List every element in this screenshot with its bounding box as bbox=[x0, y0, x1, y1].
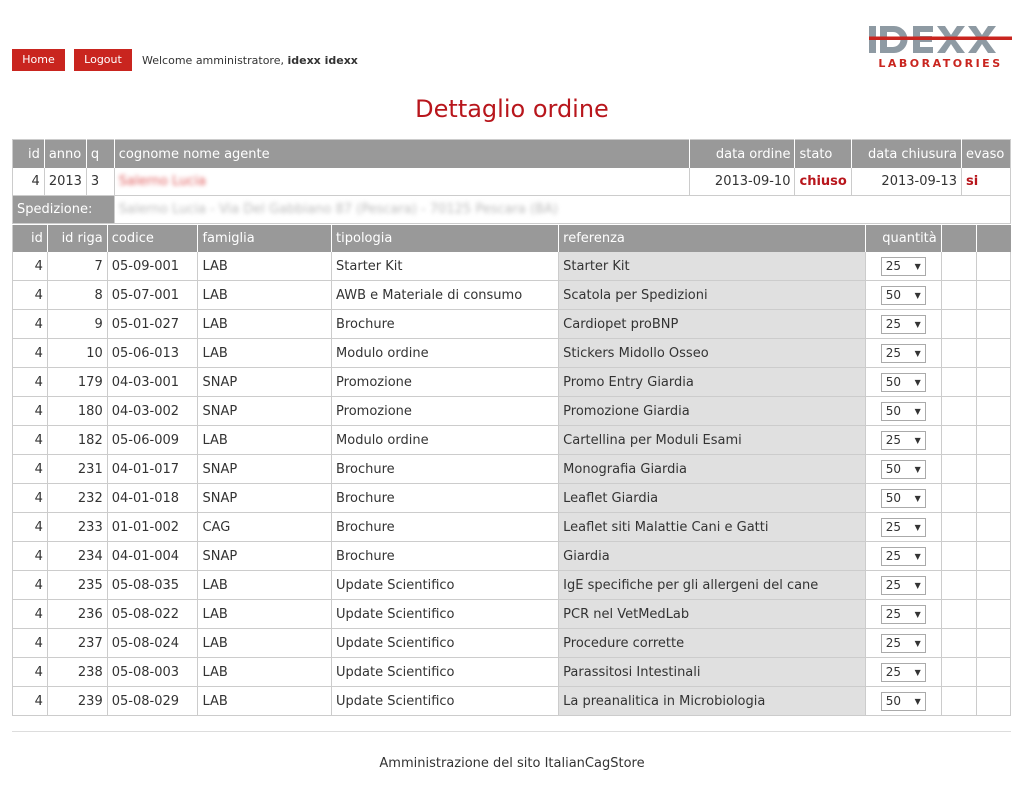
quantity-value: 25 bbox=[885, 665, 902, 679]
logo-mark-icon bbox=[869, 25, 1012, 55]
item-extra-1 bbox=[941, 571, 976, 600]
item-famiglia: LAB bbox=[198, 310, 332, 339]
quantity-select[interactable] bbox=[881, 692, 926, 711]
order-id: 4 bbox=[13, 168, 45, 196]
item-riga: 182 bbox=[47, 426, 107, 455]
order-items-table bbox=[12, 225, 1011, 716]
item-tipologia: Brochure bbox=[332, 513, 559, 542]
chevron-down-icon: ▼ bbox=[914, 609, 921, 619]
spedizione-value bbox=[114, 196, 1010, 224]
item-quantita-cell bbox=[865, 658, 941, 687]
item-referenza: Stickers Midollo Osseo bbox=[559, 339, 866, 368]
idexx-logo bbox=[869, 25, 1012, 71]
item-riga: 234 bbox=[47, 542, 107, 571]
col-evaso: evaso bbox=[961, 140, 1010, 169]
item-quantita-cell bbox=[865, 571, 941, 600]
chevron-down-icon: ▼ bbox=[914, 667, 921, 677]
item-codice: 04-01-017 bbox=[107, 455, 198, 484]
item-referenza: Monografia Giardia bbox=[559, 455, 866, 484]
chevron-down-icon: ▼ bbox=[914, 522, 921, 532]
item-codice: 05-08-029 bbox=[107, 687, 198, 716]
item-tipologia: Update Scientifico bbox=[332, 571, 559, 600]
item-id: 4 bbox=[13, 658, 48, 687]
quantity-select[interactable] bbox=[881, 373, 926, 392]
item-famiglia: SNAP bbox=[198, 397, 332, 426]
item-quantita-cell bbox=[865, 484, 941, 513]
item-extra-2 bbox=[976, 339, 1010, 368]
item-referenza: Promo Entry Giardia bbox=[559, 368, 866, 397]
quantity-select[interactable] bbox=[881, 315, 926, 334]
item-codice: 05-08-035 bbox=[107, 571, 198, 600]
table-row bbox=[13, 542, 1011, 571]
item-extra-1 bbox=[941, 484, 976, 513]
item-referenza: Starter Kit bbox=[559, 252, 866, 281]
col-codice: codice bbox=[107, 225, 198, 252]
col-data-chiusura: data chiusura bbox=[851, 140, 961, 169]
spedizione-row bbox=[13, 196, 1011, 224]
quantity-select[interactable] bbox=[881, 460, 926, 479]
quantity-select[interactable] bbox=[881, 431, 926, 450]
item-extra-2 bbox=[976, 542, 1010, 571]
col-q: q bbox=[86, 140, 114, 169]
item-id: 4 bbox=[13, 310, 48, 339]
item-extra-1 bbox=[941, 339, 976, 368]
order-header-table bbox=[12, 139, 1011, 224]
item-referenza: PCR nel VetMedLab bbox=[559, 600, 866, 629]
item-extra-2 bbox=[976, 484, 1010, 513]
item-id: 4 bbox=[13, 600, 48, 629]
table-row bbox=[13, 397, 1011, 426]
order-q: 3 bbox=[86, 168, 114, 196]
order-agente bbox=[114, 168, 689, 196]
quantity-select[interactable] bbox=[881, 286, 926, 305]
item-riga: 7 bbox=[47, 252, 107, 281]
quantity-value: 50 bbox=[885, 404, 902, 418]
item-riga: 179 bbox=[47, 368, 107, 397]
agent-name-blurred: Salerno Lucia bbox=[118, 174, 207, 189]
chevron-down-icon: ▼ bbox=[914, 580, 921, 590]
item-codice: 01-01-002 bbox=[107, 513, 198, 542]
item-riga: 239 bbox=[47, 687, 107, 716]
item-riga: 233 bbox=[47, 513, 107, 542]
item-famiglia: LAB bbox=[198, 281, 332, 310]
quantity-value: 50 bbox=[885, 375, 902, 389]
quantity-value: 25 bbox=[885, 433, 902, 447]
item-quantita-cell bbox=[865, 281, 941, 310]
item-tipologia: Update Scientifico bbox=[332, 600, 559, 629]
item-extra-2 bbox=[976, 513, 1010, 542]
quantity-select[interactable] bbox=[881, 257, 926, 276]
quantity-select[interactable] bbox=[881, 402, 926, 421]
col-tipologia: tipologia bbox=[332, 225, 559, 252]
item-referenza: Procedure corrette bbox=[559, 629, 866, 658]
spedizione-label: Spedizione: bbox=[13, 196, 115, 224]
table-row bbox=[13, 252, 1011, 281]
item-codice: 05-06-009 bbox=[107, 426, 198, 455]
item-extra-1 bbox=[941, 542, 976, 571]
quantity-value: 25 bbox=[885, 636, 902, 650]
item-extra-2 bbox=[976, 368, 1010, 397]
chevron-down-icon: ▼ bbox=[914, 493, 921, 503]
item-riga: 237 bbox=[47, 629, 107, 658]
item-famiglia: LAB bbox=[198, 571, 332, 600]
item-codice: 05-01-027 bbox=[107, 310, 198, 339]
item-quantita-cell bbox=[865, 513, 941, 542]
item-extra-2 bbox=[976, 687, 1010, 716]
item-extra-2 bbox=[976, 629, 1010, 658]
quantity-select[interactable] bbox=[881, 576, 926, 595]
table-row bbox=[13, 571, 1011, 600]
item-referenza: IgE specifiche per gli allergeni del cane bbox=[559, 571, 866, 600]
item-codice: 05-06-013 bbox=[107, 339, 198, 368]
item-referenza: Cartellina per Moduli Esami bbox=[559, 426, 866, 455]
item-codice: 05-08-003 bbox=[107, 658, 198, 687]
order-data-chiusura: 2013-09-13 bbox=[851, 168, 961, 196]
item-id: 4 bbox=[13, 484, 48, 513]
item-referenza: Parassitosi Intestinali bbox=[559, 658, 866, 687]
item-referenza: Scatola per Spedizioni bbox=[559, 281, 866, 310]
item-famiglia: SNAP bbox=[198, 368, 332, 397]
item-referenza: Cardiopet proBNP bbox=[559, 310, 866, 339]
quantity-value: 25 bbox=[885, 520, 902, 534]
table-row bbox=[13, 455, 1011, 484]
item-extra-1 bbox=[941, 281, 976, 310]
quantity-select[interactable] bbox=[881, 634, 926, 653]
order-evaso: si bbox=[961, 168, 1010, 196]
item-extra-1 bbox=[941, 426, 976, 455]
item-tipologia: Update Scientifico bbox=[332, 658, 559, 687]
items-header-row bbox=[13, 225, 1011, 252]
table-row bbox=[13, 310, 1011, 339]
col-item-id: id bbox=[13, 225, 48, 252]
item-id: 4 bbox=[13, 426, 48, 455]
table-row bbox=[13, 513, 1011, 542]
col-agente: cognome nome agente bbox=[114, 140, 689, 169]
table-row bbox=[13, 368, 1011, 397]
item-quantita-cell bbox=[865, 629, 941, 658]
item-extra-1 bbox=[941, 687, 976, 716]
item-riga: 8 bbox=[47, 281, 107, 310]
item-quantita-cell bbox=[865, 339, 941, 368]
welcome-text: Welcome amministratore, idexx idexx bbox=[142, 53, 358, 67]
item-quantita-cell bbox=[865, 397, 941, 426]
item-riga: 9 bbox=[47, 310, 107, 339]
col-famiglia: famiglia bbox=[198, 225, 332, 252]
quantity-value: 50 bbox=[885, 288, 902, 302]
chevron-down-icon: ▼ bbox=[914, 551, 921, 561]
table-row bbox=[13, 281, 1011, 310]
item-extra-2 bbox=[976, 252, 1010, 281]
item-quantita-cell bbox=[865, 426, 941, 455]
item-extra-1 bbox=[941, 600, 976, 629]
logo-subtitle: LABORATORIES bbox=[878, 57, 1003, 70]
col-anno: anno bbox=[44, 140, 86, 169]
quantity-value: 25 bbox=[885, 607, 902, 621]
page-title: Dettaglio ordine bbox=[415, 95, 609, 123]
item-quantita-cell bbox=[865, 310, 941, 339]
item-extra-2 bbox=[976, 426, 1010, 455]
item-extra-2 bbox=[976, 600, 1010, 629]
item-id: 4 bbox=[13, 455, 48, 484]
quantity-value: 25 bbox=[885, 578, 902, 592]
shipping-address-blurred: Salerno Lucia - Via Del Gabbiano 87 (Pescara) - 70125 Pescara (BA) bbox=[118, 202, 558, 217]
item-tipologia: Update Scientifico bbox=[332, 629, 559, 658]
quantity-select[interactable] bbox=[881, 605, 926, 624]
item-quantita-cell bbox=[865, 600, 941, 629]
item-codice: 04-03-002 bbox=[107, 397, 198, 426]
item-famiglia: LAB bbox=[198, 339, 332, 368]
item-id: 4 bbox=[13, 281, 48, 310]
items-body bbox=[13, 252, 1011, 716]
chevron-down-icon: ▼ bbox=[914, 319, 921, 329]
item-famiglia: LAB bbox=[198, 658, 332, 687]
item-famiglia: LAB bbox=[198, 426, 332, 455]
item-quantita-cell bbox=[865, 252, 941, 281]
user-name: idexx idexx bbox=[287, 53, 358, 67]
item-referenza: Giardia bbox=[559, 542, 866, 571]
item-extra-2 bbox=[976, 455, 1010, 484]
chevron-down-icon: ▼ bbox=[914, 406, 921, 416]
item-id: 4 bbox=[13, 687, 48, 716]
item-id: 4 bbox=[13, 252, 48, 281]
quantity-select[interactable] bbox=[881, 344, 926, 363]
chevron-down-icon: ▼ bbox=[914, 696, 921, 706]
chevron-down-icon: ▼ bbox=[914, 261, 921, 271]
item-extra-2 bbox=[976, 571, 1010, 600]
item-famiglia: LAB bbox=[198, 629, 332, 658]
order-stato: chiuso bbox=[795, 168, 851, 196]
item-id: 4 bbox=[13, 397, 48, 426]
quantity-select[interactable] bbox=[881, 518, 926, 537]
item-id: 4 bbox=[13, 513, 48, 542]
item-id: 4 bbox=[13, 368, 48, 397]
table-row bbox=[13, 658, 1011, 687]
quantity-value: 25 bbox=[885, 549, 902, 563]
item-riga: 235 bbox=[47, 571, 107, 600]
col-stato: stato bbox=[795, 140, 851, 169]
item-tipologia: Brochure bbox=[332, 310, 559, 339]
item-riga: 238 bbox=[47, 658, 107, 687]
table-row bbox=[13, 687, 1011, 716]
item-codice: 05-08-024 bbox=[107, 629, 198, 658]
order-header-row bbox=[13, 140, 1011, 169]
item-tipologia: Promozione bbox=[332, 368, 559, 397]
item-codice: 05-09-001 bbox=[107, 252, 198, 281]
item-id: 4 bbox=[13, 542, 48, 571]
col-quantita: quantità bbox=[865, 225, 941, 252]
quantity-select[interactable] bbox=[881, 489, 926, 508]
logout-button[interactable]: Logout bbox=[74, 49, 132, 71]
item-quantita-cell bbox=[865, 542, 941, 571]
col-extra-2 bbox=[976, 225, 1010, 252]
item-riga: 231 bbox=[47, 455, 107, 484]
item-tipologia: Promozione bbox=[332, 397, 559, 426]
item-codice: 04-03-001 bbox=[107, 368, 198, 397]
item-famiglia: LAB bbox=[198, 600, 332, 629]
item-riga: 236 bbox=[47, 600, 107, 629]
item-codice: 04-01-004 bbox=[107, 542, 198, 571]
quantity-value: 25 bbox=[885, 259, 902, 273]
item-extra-2 bbox=[976, 658, 1010, 687]
chevron-down-icon: ▼ bbox=[914, 464, 921, 474]
col-referenza: referenza bbox=[559, 225, 866, 252]
top-nav bbox=[12, 49, 358, 71]
footer-divider bbox=[12, 731, 1011, 732]
chevron-down-icon: ▼ bbox=[914, 638, 921, 648]
table-row bbox=[13, 484, 1011, 513]
item-extra-1 bbox=[941, 629, 976, 658]
item-quantita-cell bbox=[865, 455, 941, 484]
item-id: 4 bbox=[13, 571, 48, 600]
col-extra-1 bbox=[941, 225, 976, 252]
item-id: 4 bbox=[13, 629, 48, 658]
item-extra-1 bbox=[941, 455, 976, 484]
item-famiglia: LAB bbox=[198, 687, 332, 716]
item-referenza: La preanalitica in Microbiologia bbox=[559, 687, 866, 716]
table-row bbox=[13, 600, 1011, 629]
quantity-value: 50 bbox=[885, 694, 902, 708]
item-tipologia: Modulo ordine bbox=[332, 426, 559, 455]
home-button[interactable]: Home bbox=[12, 49, 65, 71]
item-extra-2 bbox=[976, 281, 1010, 310]
table-row bbox=[13, 426, 1011, 455]
order-values-row bbox=[13, 168, 1011, 196]
item-famiglia: CAG bbox=[198, 513, 332, 542]
item-tipologia: Brochure bbox=[332, 542, 559, 571]
chevron-down-icon: ▼ bbox=[914, 290, 921, 300]
item-famiglia: SNAP bbox=[198, 484, 332, 513]
item-quantita-cell bbox=[865, 368, 941, 397]
item-extra-1 bbox=[941, 310, 976, 339]
item-tipologia: Brochure bbox=[332, 484, 559, 513]
footer-text: Amministrazione del sito ItalianCagStore bbox=[379, 756, 645, 771]
item-codice: 04-01-018 bbox=[107, 484, 198, 513]
quantity-select[interactable] bbox=[881, 663, 926, 682]
item-famiglia: SNAP bbox=[198, 542, 332, 571]
item-id: 4 bbox=[13, 339, 48, 368]
item-quantita-cell bbox=[865, 687, 941, 716]
quantity-select[interactable] bbox=[881, 547, 926, 566]
item-codice: 05-07-001 bbox=[107, 281, 198, 310]
item-tipologia: Brochure bbox=[332, 455, 559, 484]
item-extra-1 bbox=[941, 658, 976, 687]
item-codice: 05-08-022 bbox=[107, 600, 198, 629]
chevron-down-icon: ▼ bbox=[914, 348, 921, 358]
col-id-riga: id riga bbox=[47, 225, 107, 252]
item-tipologia: Starter Kit bbox=[332, 252, 559, 281]
quantity-value: 25 bbox=[885, 346, 902, 360]
item-extra-2 bbox=[976, 310, 1010, 339]
item-famiglia: LAB bbox=[198, 252, 332, 281]
chevron-down-icon: ▼ bbox=[914, 377, 921, 387]
item-referenza: Leaflet siti Malattie Cani e Gatti bbox=[559, 513, 866, 542]
item-famiglia: SNAP bbox=[198, 455, 332, 484]
item-extra-1 bbox=[941, 513, 976, 542]
item-tipologia: AWB e Materiale di consumo bbox=[332, 281, 559, 310]
table-row bbox=[13, 629, 1011, 658]
col-data-ordine: data ordine bbox=[689, 140, 795, 169]
item-referenza: Leaflet Giardia bbox=[559, 484, 866, 513]
item-riga: 180 bbox=[47, 397, 107, 426]
quantity-value: 25 bbox=[885, 317, 902, 331]
item-riga: 10 bbox=[47, 339, 107, 368]
col-id: id bbox=[13, 140, 45, 169]
item-riga: 232 bbox=[47, 484, 107, 513]
quantity-value: 50 bbox=[885, 462, 902, 476]
item-extra-1 bbox=[941, 368, 976, 397]
item-referenza: Promozione Giardia bbox=[559, 397, 866, 426]
item-tipologia: Update Scientifico bbox=[332, 687, 559, 716]
order-data-ordine: 2013-09-10 bbox=[689, 168, 795, 196]
chevron-down-icon: ▼ bbox=[914, 435, 921, 445]
item-extra-1 bbox=[941, 397, 976, 426]
order-anno: 2013 bbox=[44, 168, 86, 196]
table-row bbox=[13, 339, 1011, 368]
item-tipologia: Modulo ordine bbox=[332, 339, 559, 368]
quantity-value: 50 bbox=[885, 491, 902, 505]
item-extra-2 bbox=[976, 397, 1010, 426]
item-extra-1 bbox=[941, 252, 976, 281]
